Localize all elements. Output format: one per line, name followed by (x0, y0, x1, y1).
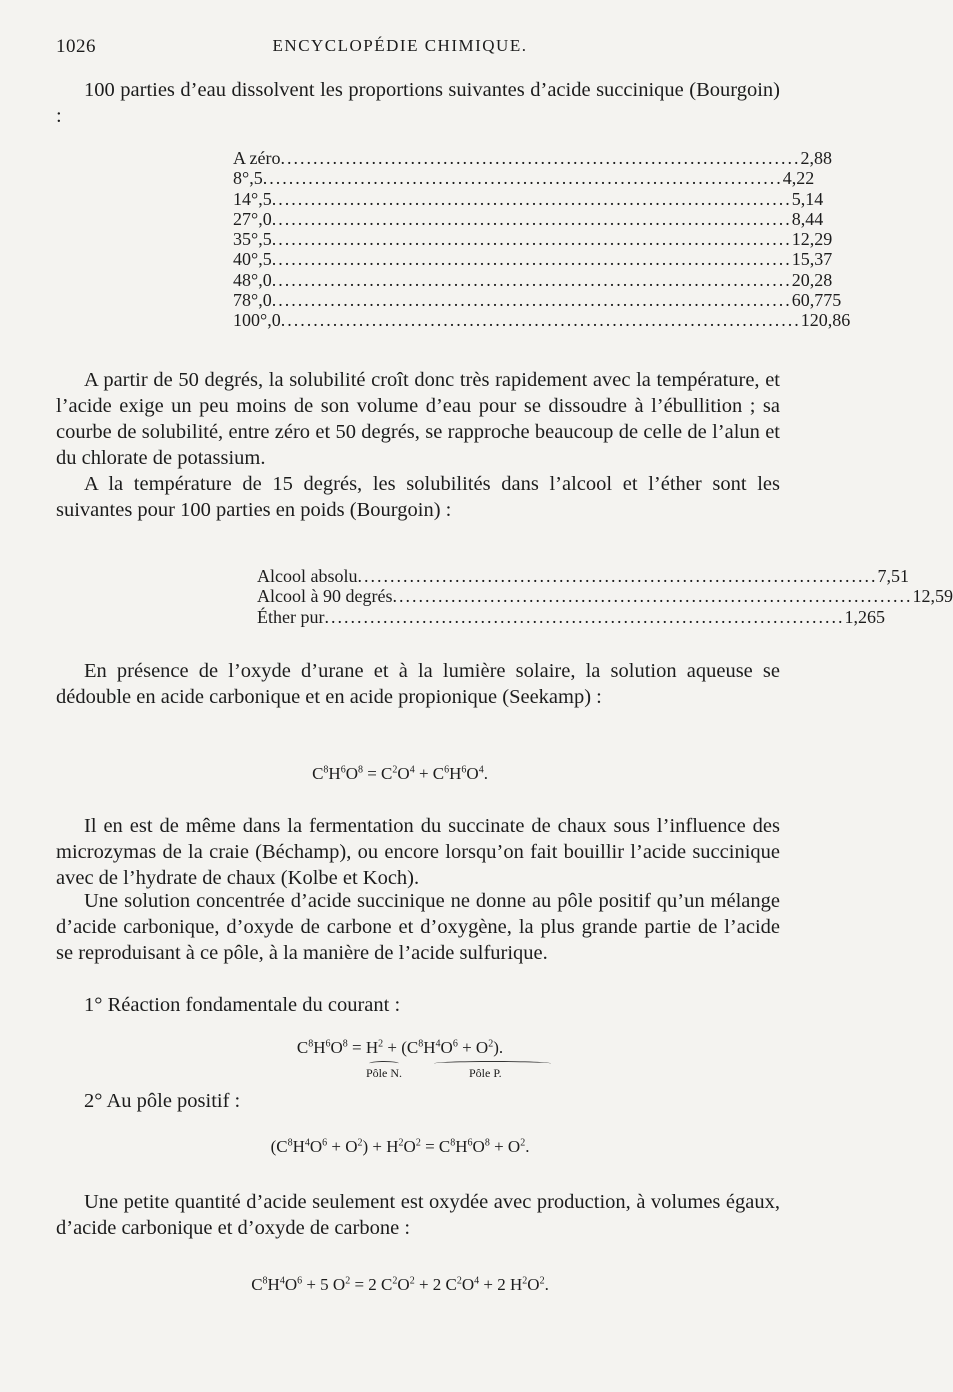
item-fundamental-reaction: 1° Réaction fondamentale du courant : (84, 994, 401, 1016)
dot-leader: ................................................................................ (271, 290, 792, 311)
solvent-table-row (257, 566, 909, 586)
paragraph-solubility-curve: A partir de 50 degrés, la solubilité croît donc très rapidement avec la température, et l’acide exige un peu moins de son volume d’eau pour se dissoudre à l’ébullition ; sa courbe de solubilité, entre zéro et 50 degrés, se rapproche beaucoup de celle de l’alun et du chlorate de potassium. (56, 369, 780, 469)
row-value: 12,29 (791, 229, 833, 250)
row-label: 48°,0 (233, 269, 272, 290)
water-table-row (233, 249, 833, 270)
row-label: 35°,5 (233, 229, 272, 250)
running-title: ENCYCLOPÉDIE CHIMIQUE. (272, 36, 528, 55)
row-label: A zéro (233, 148, 281, 168)
row-label: 78°,0 (233, 290, 272, 311)
row-value: 4,22 (782, 168, 815, 189)
row-label: Alcool absolu (257, 566, 358, 586)
dot-leader: ................................................................................ (262, 168, 783, 189)
row-label: 100°,0 (233, 310, 281, 331)
row-value: 8,44 (791, 208, 824, 229)
formula-positive-pole: $(C^8H^4O^6 + O^2) + H^2O^2 = C^8H^6O^8 + O^2$. (270, 1137, 530, 1156)
water-table-row (233, 148, 832, 168)
solvent-solubility-table (257, 566, 953, 627)
dot-leader: ................................................................................ (271, 208, 792, 229)
dot-leader: ................................................................................ (280, 148, 801, 168)
row-value: 20,28 (791, 269, 833, 290)
water-table-row (233, 188, 824, 209)
label-pole-n: Pôle N. (366, 1066, 402, 1080)
page-header (0, 36, 800, 60)
row-label: Éther pur (257, 606, 325, 627)
row-value: 5,14 (791, 188, 824, 209)
water-table-row (233, 168, 815, 189)
water-table-row (233, 310, 851, 331)
dot-leader: ................................................................................ (324, 606, 845, 627)
label-pole-p: Pôle P. (469, 1066, 502, 1080)
row-label: 14°,5 (233, 188, 272, 209)
water-table-row (233, 269, 833, 290)
paragraph-fermentation: Il en est de même dans la fermentation du succinate de chaux sous l’influence des microzymas de la craie (Béchamp), ou encore lorsqu’on fait bouillir l’acide succinique avec de l’hydrate de chaux (Kolbe et Koch). (56, 815, 780, 889)
row-value: 2,88 (800, 148, 832, 168)
water-table-row (233, 229, 833, 250)
paragraph-oxidation: Une petite quantité d’acide seulement est oxydée avec production, à volumes égaux, d’acide carbonique et d’oxyde de carbone : (56, 1191, 780, 1239)
water-solubility-table (233, 148, 851, 331)
row-label: Alcool à 90 degrés (257, 586, 393, 607)
dot-leader: ................................................................................ (271, 249, 792, 270)
solvent-table-row (257, 606, 885, 627)
row-value: 1,265 (844, 606, 885, 627)
row-value: 7,51 (877, 566, 909, 586)
dot-leader: ................................................................................ (271, 269, 792, 290)
paragraph-alcohol-ether: A la température de 15 degrés, les solubilités dans l’alcool et l’éther sont les suivantes pour 100 parties en poids (Bourgoin) : (56, 473, 780, 521)
item-positive-pole: 2° Au pôle positif : (84, 1090, 241, 1112)
page-number: 1026 (56, 36, 96, 57)
dot-leader: ................................................................................ (357, 566, 878, 586)
paragraph-uranium-oxide: En présence de l’oxyde d’urane et à la lumière solaire, la solution aqueuse se dédouble en acide carbonique et en acide propionique (Seekamp) : (56, 660, 780, 708)
formula-oxidation: $C^8H^4O^6 + 5$ $O^2 = 2$ $C^2O^2 + 2$ $C^2O^4 + 2$ $H^2O^2$. (251, 1275, 549, 1294)
formula-propionic-decomposition: $C^8H^6O^8 = C^2O^4 + C^6H^6O^4$. (312, 764, 488, 783)
row-value: 60,775 (791, 290, 842, 311)
water-table-row (233, 208, 824, 229)
row-label: 27°,0 (233, 208, 272, 229)
dot-leader: ................................................................................ (271, 188, 792, 209)
solvent-table-row (257, 586, 953, 607)
row-label: 40°,5 (233, 249, 272, 270)
formula-current-reaction: $C^8H^6O^8 = H^2 + (C^8H^4O^6 + O^2)$. (296, 1038, 504, 1057)
dot-leader: ................................................................................ (280, 310, 801, 331)
row-value: 120,86 (800, 310, 851, 331)
dot-leader: ................................................................................ (392, 586, 913, 607)
water-table-row (233, 290, 842, 311)
paragraph-electrolysis: Une solution concentrée d’acide succinique ne donne au pôle positif qu’un mélange d’acide carbonique, d’oxyde de carbone et d’oxygène, la plus grande partie de l’acide se reproduisant à ce pôle, à la manière de l’acide sulfurique. (56, 890, 780, 964)
row-label: 8°,5 (233, 168, 263, 189)
dot-leader: ................................................................................ (271, 229, 792, 250)
paragraph-water-solubility: 100 parties d’eau dissolvent les proportions suivantes d’acide succinique (Bourgoin) : (56, 79, 780, 127)
row-value: 15,37 (791, 249, 833, 270)
row-value: 12,59 (912, 586, 953, 607)
